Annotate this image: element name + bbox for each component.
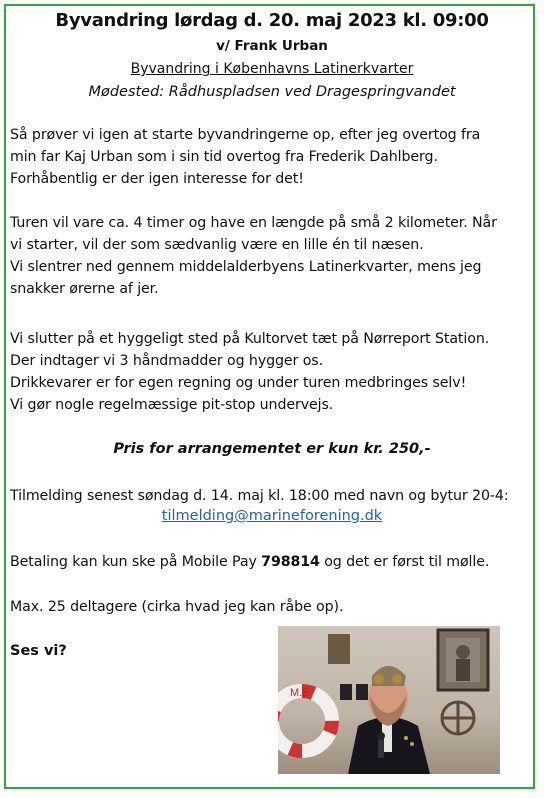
- photo-illustration: [278, 626, 500, 774]
- mobilepay-number: 798814: [261, 554, 320, 570]
- tour-paragraph: Turen vil vare ca. 4 timer og have en længde på små 2 kilometer. Når vi starter, vil der som sædvanlig være en lille én til næsen. Vi slentrer ned gennem middelalderbyens Latinerkvarter, mens jeg snakker ørerne af jer.: [10, 215, 497, 297]
- end-paragraph: Vi slutter på et hyggeligt sted på Kultorvet tæt på Nørreport Station. Der indtager vi 3 håndmadder og hygger os. Drikkevarer er for egen regning og under turen medbringes selv! Vi gør nogle regelmæssige pit-stop undervejs.: [10, 331, 490, 413]
- tour-name: Byvandring i Københavns Latinerkvarter: [130, 61, 414, 77]
- price-text: Pris for arrangementet er kun kr. 250,-: [113, 441, 431, 457]
- subtitle: v/ Frank Urban: [216, 38, 328, 54]
- signup-text: Tilmelding senest søndag d. 14. maj kl. 18:00 med navn og bytur 20-4:: [10, 488, 509, 504]
- guide-photo: [278, 626, 500, 774]
- closing-text: Ses vi?: [10, 643, 67, 659]
- ring-lettering: M.E: [290, 687, 310, 699]
- intro-paragraph: Så prøver vi igen at starte byvandringerne op, efter jeg overtog fra min far Kaj Urban som i sin tid overtog fra Frederik Dahlberg. Forhåbentlig er der igen interesse for det!: [10, 127, 481, 187]
- page-title: Byvandring lørdag d. 20. maj 2023 kl. 09:00: [55, 10, 489, 31]
- payment-pre: Betaling kan kun ske på Mobile Pay: [10, 554, 262, 570]
- meeting-point: Mødested: Rådhuspladsen ved Dragespringvandet: [88, 84, 456, 100]
- payment-text: [10, 551, 530, 573]
- email-link[interactable]: tilmelding@marineforening.dk: [161, 508, 383, 524]
- payment-post: og det er først til mølle.: [319, 554, 490, 570]
- max-participants-text: Max. 25 deltagere (cirka hvad jeg kan råbe op).: [10, 599, 344, 615]
